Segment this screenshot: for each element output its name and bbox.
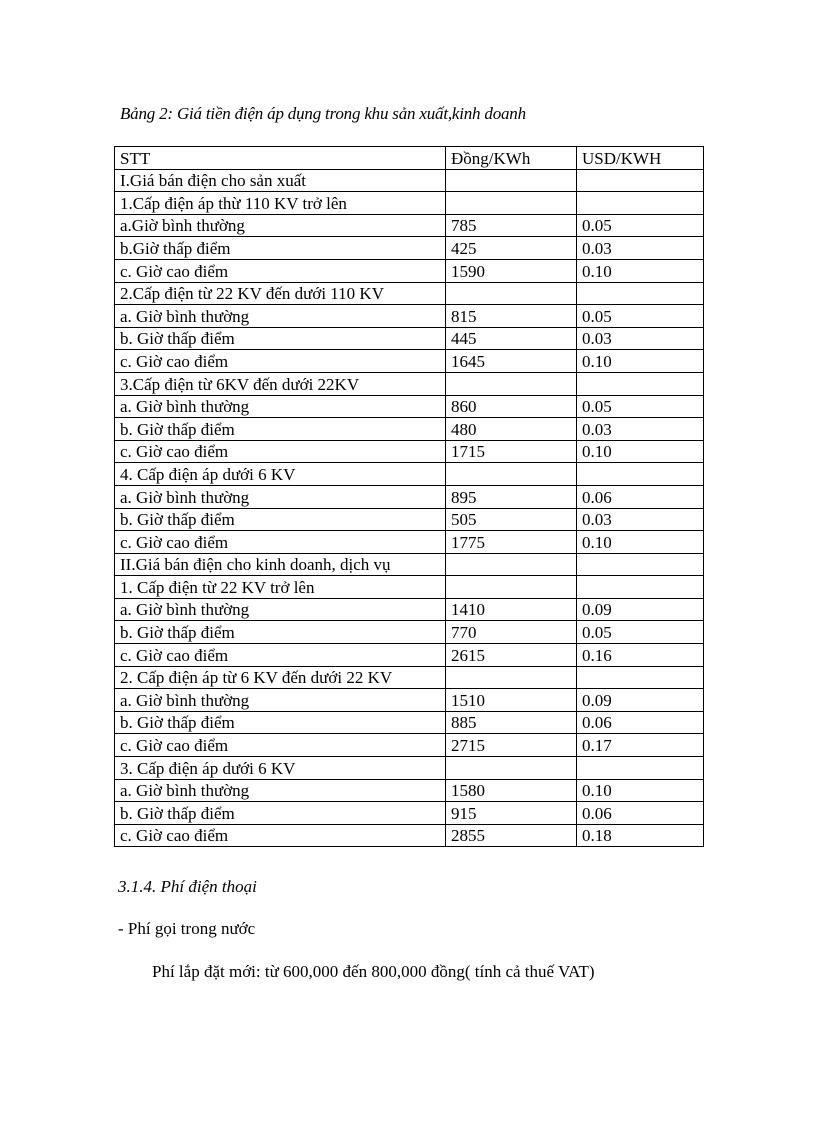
row-label-cell: b. Giờ thấp điểm <box>115 418 446 441</box>
usd-price-cell <box>577 192 704 215</box>
row-label-cell: a.Giờ bình thường <box>115 214 446 237</box>
usd-price-cell: 0.03 <box>577 237 704 260</box>
table-header-row <box>115 147 704 170</box>
section-heading: 3.1.4. Phí điện thoại <box>118 877 257 896</box>
row-label-cell: a. Giờ bình thường <box>115 305 446 328</box>
table-row <box>115 531 704 554</box>
table-row <box>115 508 704 531</box>
usd-price-cell <box>577 372 704 395</box>
usd-price-cell: 0.05 <box>577 621 704 644</box>
vnd-price-cell: 1410 <box>446 598 577 621</box>
vnd-price-cell: 895 <box>446 485 577 508</box>
usd-price-cell: 0.10 <box>577 259 704 282</box>
usd-price-cell: 0.18 <box>577 824 704 847</box>
vnd-price-cell: 480 <box>446 418 577 441</box>
row-label-cell: c. Giờ cao điểm <box>115 259 446 282</box>
usd-price-cell: 0.03 <box>577 418 704 441</box>
vnd-price-cell: 915 <box>446 802 577 825</box>
table-row <box>115 327 704 350</box>
row-label-cell: c. Giờ cao điểm <box>115 350 446 373</box>
row-label-cell: b. Giờ thấp điểm <box>115 802 446 825</box>
usd-price-cell <box>577 553 704 576</box>
table-row <box>115 621 704 644</box>
table-row <box>115 192 704 215</box>
header-cell-vnd-per-kwh: Đồng/KWh <box>446 147 577 170</box>
table-row <box>115 824 704 847</box>
usd-price-cell: 0.06 <box>577 485 704 508</box>
table-row <box>115 259 704 282</box>
table-row <box>115 757 704 780</box>
row-label-cell: c. Giờ cao điểm <box>115 734 446 757</box>
table-row <box>115 711 704 734</box>
table-row <box>115 463 704 486</box>
row-label-cell: a. Giờ bình thường <box>115 689 446 712</box>
table-row <box>115 214 704 237</box>
usd-price-cell <box>577 169 704 192</box>
usd-price-cell: 0.03 <box>577 508 704 531</box>
row-label-cell: c. Giờ cao điểm <box>115 644 446 667</box>
usd-price-cell: 0.09 <box>577 598 704 621</box>
vnd-price-cell: 885 <box>446 711 577 734</box>
row-label-cell: 3.Cấp điện từ 6KV đến dưới 22KV <box>115 372 446 395</box>
usd-price-cell: 0.06 <box>577 711 704 734</box>
vnd-price-cell <box>446 169 577 192</box>
table-row <box>115 440 704 463</box>
usd-price-cell: 0.09 <box>577 689 704 712</box>
usd-price-cell: 0.06 <box>577 802 704 825</box>
row-label-cell: a. Giờ bình thường <box>115 485 446 508</box>
vnd-price-cell <box>446 463 577 486</box>
vnd-price-cell: 815 <box>446 305 577 328</box>
usd-price-cell: 0.05 <box>577 214 704 237</box>
usd-price-cell: 0.03 <box>577 327 704 350</box>
usd-price-cell: 0.16 <box>577 644 704 667</box>
vnd-price-cell: 1510 <box>446 689 577 712</box>
vnd-price-cell: 425 <box>446 237 577 260</box>
vnd-price-cell <box>446 192 577 215</box>
vnd-price-cell: 785 <box>446 214 577 237</box>
vnd-price-cell <box>446 666 577 689</box>
row-label-cell: b.Giờ thấp điểm <box>115 237 446 260</box>
vnd-price-cell: 1645 <box>446 350 577 373</box>
usd-price-cell <box>577 282 704 305</box>
header-cell-stt: STT <box>115 147 446 170</box>
table-row <box>115 734 704 757</box>
row-label-cell: 2. Cấp điện áp từ 6 KV đến dưới 22 KV <box>115 666 446 689</box>
tariff-table-body <box>115 147 704 847</box>
table-row <box>115 553 704 576</box>
table-row <box>115 418 704 441</box>
usd-price-cell: 0.17 <box>577 734 704 757</box>
table-row <box>115 802 704 825</box>
electricity-tariff-table <box>114 146 704 847</box>
table-row <box>115 305 704 328</box>
vnd-price-cell <box>446 553 577 576</box>
table-row <box>115 237 704 260</box>
row-label-cell: b. Giờ thấp điểm <box>115 508 446 531</box>
row-label-cell: 2.Cấp điện từ 22 KV đến dưới 110 KV <box>115 282 446 305</box>
row-label-cell: 3. Cấp điện áp dưới 6 KV <box>115 757 446 780</box>
vnd-price-cell: 1590 <box>446 259 577 282</box>
vnd-price-cell: 505 <box>446 508 577 531</box>
table-row <box>115 372 704 395</box>
row-label-cell: a. Giờ bình thường <box>115 598 446 621</box>
table-row <box>115 282 704 305</box>
usd-price-cell <box>577 576 704 599</box>
vnd-price-cell: 2715 <box>446 734 577 757</box>
row-label-cell: b. Giờ thấp điểm <box>115 711 446 734</box>
row-label-cell: 1. Cấp điện từ 22 KV trở lên <box>115 576 446 599</box>
vnd-price-cell: 770 <box>446 621 577 644</box>
vnd-price-cell: 1715 <box>446 440 577 463</box>
table-row <box>115 350 704 373</box>
usd-price-cell: 0.10 <box>577 350 704 373</box>
row-label-cell: c. Giờ cao điểm <box>115 824 446 847</box>
vnd-price-cell: 445 <box>446 327 577 350</box>
vnd-price-cell <box>446 282 577 305</box>
row-label-cell: a. Giờ bình thường <box>115 395 446 418</box>
row-label-cell: c. Giờ cao điểm <box>115 531 446 554</box>
table-row <box>115 644 704 667</box>
usd-price-cell: 0.10 <box>577 779 704 802</box>
paragraph: Phí lắp đặt mới: từ 600,000 đến 800,000 đồng( tính cả thuế VAT) <box>152 962 595 981</box>
row-label-cell: II.Giá bán điện cho kinh doanh, dịch vụ <box>115 553 446 576</box>
row-label-cell: 1.Cấp điện áp thừ 110 KV trở lên <box>115 192 446 215</box>
row-label-cell: b. Giờ thấp điểm <box>115 327 446 350</box>
table-row <box>115 395 704 418</box>
table-row <box>115 576 704 599</box>
usd-price-cell: 0.10 <box>577 531 704 554</box>
row-label-cell: I.Giá bán điện cho sản xuất <box>115 169 446 192</box>
vnd-price-cell <box>446 757 577 780</box>
usd-price-cell: 0.05 <box>577 395 704 418</box>
table-row <box>115 666 704 689</box>
vnd-price-cell: 1580 <box>446 779 577 802</box>
subheading: - Phí gọi trong nước <box>118 919 256 938</box>
vnd-price-cell <box>446 372 577 395</box>
vnd-price-cell <box>446 576 577 599</box>
usd-price-cell: 0.10 <box>577 440 704 463</box>
table-caption: Bảng 2: Giá tiền điện áp dụng trong khu sản xuất,kinh doanh <box>120 104 526 123</box>
vnd-price-cell: 2615 <box>446 644 577 667</box>
row-label-cell: c. Giờ cao điểm <box>115 440 446 463</box>
row-label-cell: b. Giờ thấp điểm <box>115 621 446 644</box>
table-row <box>115 779 704 802</box>
usd-price-cell: 0.05 <box>577 305 704 328</box>
row-label-cell: 4. Cấp điện áp dưới 6 KV <box>115 463 446 486</box>
vnd-price-cell: 2855 <box>446 824 577 847</box>
vnd-price-cell: 1775 <box>446 531 577 554</box>
table-row <box>115 169 704 192</box>
row-label-cell: a. Giờ bình thường <box>115 779 446 802</box>
usd-price-cell <box>577 463 704 486</box>
header-cell-usd-per-kwh: USD/KWH <box>577 147 704 170</box>
usd-price-cell <box>577 757 704 780</box>
vnd-price-cell: 860 <box>446 395 577 418</box>
table-row <box>115 689 704 712</box>
table-row <box>115 598 704 621</box>
usd-price-cell <box>577 666 704 689</box>
table-row <box>115 485 704 508</box>
